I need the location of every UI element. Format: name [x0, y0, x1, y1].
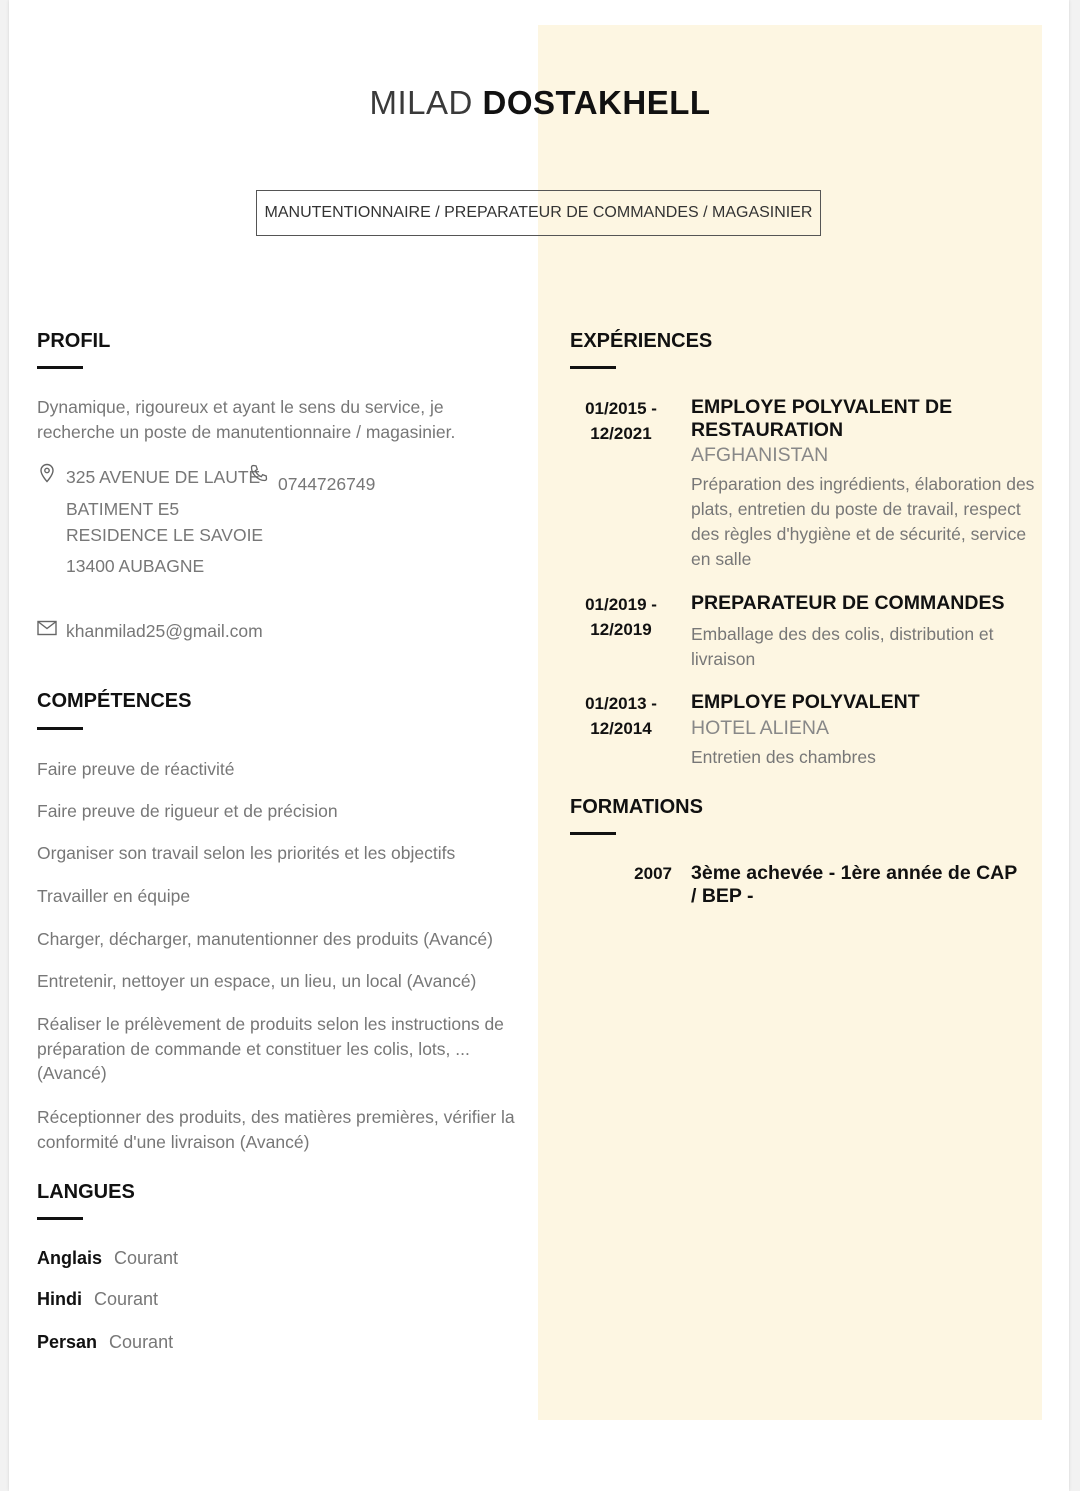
skill-item: Organiser son travail selon les priorités et les objectifs [37, 843, 456, 863]
profil-rule [37, 366, 83, 369]
job-title: MANUTENTIONNAIRE / PREPARATEUR DE COMMANDES / MAGASINIER [264, 204, 813, 221]
experience-description: Emballage des des colis, distribution et livraison [691, 624, 994, 669]
language-name: Hindi [37, 1289, 82, 1309]
experience-title: PREPARATEUR DE COMMANDES [691, 592, 1005, 614]
address-line-2: BATIMENT E5 [66, 499, 180, 519]
language-name: Persan [37, 1332, 98, 1352]
experience-company: HOTEL ALIENA [691, 717, 829, 739]
language-level: Courant [109, 1332, 174, 1352]
experiences-rule [570, 366, 616, 369]
skill-item: Charger, décharger, manutentionner des produits (Avancé) [37, 929, 493, 949]
experience-description: Entretien des chambres [691, 747, 876, 767]
experiences-heading: EXPÉRIENCES [570, 330, 713, 352]
experience-end: 12/2019 [590, 620, 652, 639]
competences-rule [37, 727, 83, 730]
language-name: Anglais [37, 1248, 103, 1268]
phone-icon [249, 463, 269, 483]
langues-rule [37, 1217, 83, 1220]
address-line-4: 13400 AUBAGNE [66, 556, 205, 576]
job-title-box [256, 190, 821, 236]
experience-dates [566, 691, 676, 741]
phone-number: 0744726749 [278, 474, 376, 494]
language-level: Courant [94, 1289, 159, 1309]
email-icon [37, 620, 57, 636]
language-item [37, 1332, 173, 1353]
experience-start: 01/2019 - [585, 595, 657, 614]
experience-title: EMPLOYE POLYVALENT DE RESTAURATION [691, 396, 953, 441]
skill-item: Faire preuve de réactivité [37, 759, 235, 779]
formations-heading: FORMATIONS [570, 796, 703, 818]
email-address[interactable]: khanmilad25@gmail.com [66, 621, 263, 641]
experience-end: 12/2014 [590, 719, 652, 738]
address-line-1: 325 AVENUE DE LAUTE [66, 467, 261, 487]
experience-title: EMPLOYE POLYVALENT [691, 691, 920, 713]
experience-dates [566, 396, 676, 446]
language-level: Courant [114, 1248, 179, 1268]
first-name: MILAD [369, 84, 473, 121]
experience-start: 01/2013 - [585, 694, 657, 713]
competences-heading: COMPÉTENCES [37, 690, 192, 712]
experience-company: AFGHANISTAN [691, 444, 829, 466]
skill-item: Réaliser le prélèvement de produits selon les instructions de préparation de commande et constituer les colis, lots, ... (Avancé) [37, 1014, 504, 1083]
skill-item: Entretenir, nettoyer un espace, un lieu, un local (Avancé) [37, 971, 477, 991]
profil-heading: PROFIL [37, 330, 111, 352]
skill-item: Faire preuve de rigueur et de précision [37, 801, 338, 821]
experience-description: Préparation des ingrédients, élaboration des plats, entretien du poste de travail, respect des règles d'hygiène et de sécurité, service en salle [691, 474, 1035, 569]
formation-title: 3ème achevée - 1ère année de CAP / BEP - [691, 862, 1017, 907]
experience-end: 12/2021 [590, 424, 652, 443]
skill-item: Réceptionner des produits, des matières premières, vérifier la conformité d'une livraison (Avancé) [37, 1107, 515, 1152]
address-line-3: RESIDENCE LE SAVOIE [66, 525, 264, 545]
experience-start: 01/2015 - [585, 399, 657, 418]
profil-summary: Dynamique, rigoureux et ayant le sens du service, je recherche un poste de manutentionnaire / magasinier. [37, 397, 456, 442]
language-item [37, 1248, 178, 1269]
last-name: DOSTAKHELL [482, 84, 711, 121]
formations-rule [570, 832, 616, 835]
formation-year: 2007 [634, 864, 672, 883]
language-item [37, 1289, 158, 1310]
candidate-name [0, 84, 1080, 122]
location-icon [38, 463, 56, 483]
experience-dates [566, 592, 676, 642]
skill-item: Travailler en équipe [37, 886, 191, 906]
langues-heading: LANGUES [37, 1181, 135, 1203]
